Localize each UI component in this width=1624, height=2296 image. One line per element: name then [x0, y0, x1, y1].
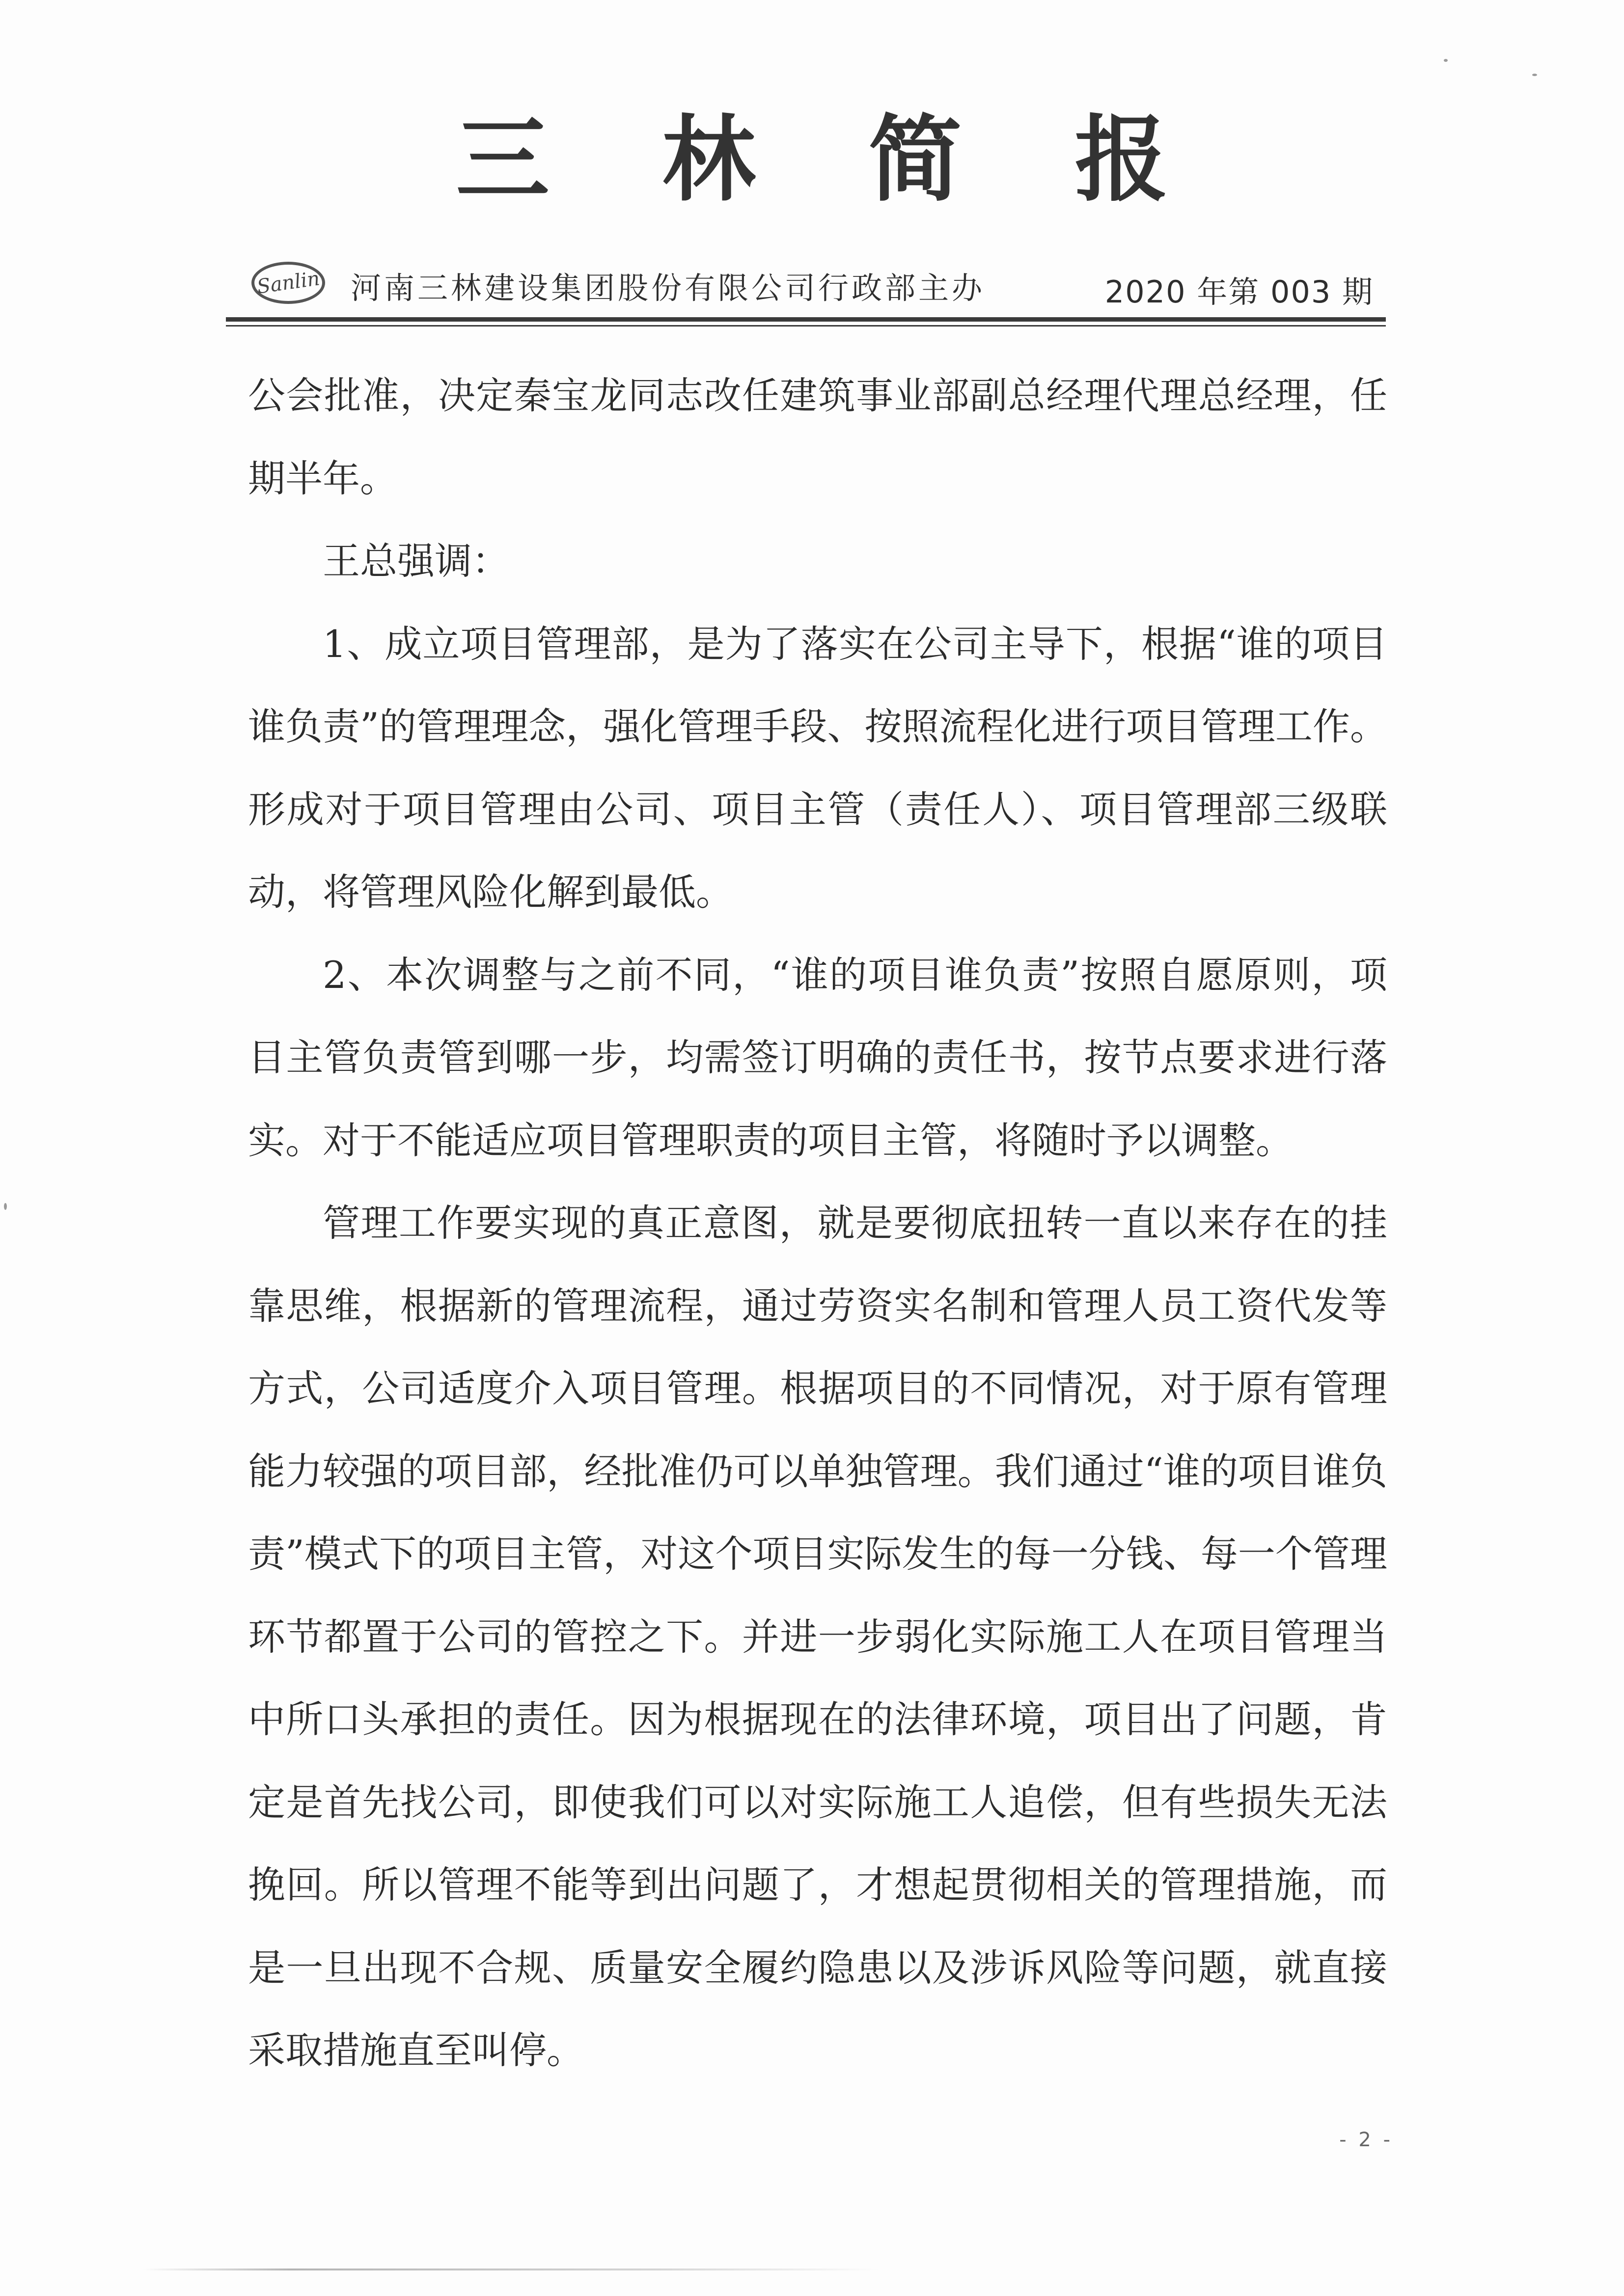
paragraph-continuation: 公会批准，决定秦宝龙同志改任建筑事业部副总经理代理总经理，任期半年。 [248, 374, 1387, 500]
scan-edge-mark [142, 2269, 879, 2270]
paragraph-management-intent: 管理工作要实现的真正意图，就是要彻底扭转一直以来存在的挂靠思维，根据新的管理流程，通过劳资实名制和管理人员工资代发等方式，公司适度介入项目管理。根据项目的不同情况，对于原有管理能力较强的项目部，经批准仍可以单独管理。我们通过“谁的项目谁负责”模式下的项目主管，对这个项目实际发生的每一分钱、每一个管理环节都置于公司的管控之下。并进一步弱化实际施工人在项目管理当中所口头承担的责任。因为根据现在的法律环境，项目出了问题，肯定是首先找公司，即使我们可以对实际施工人追偿，但有些损失无法挽回。所以管理不能等到出问题了，才想起贯彻相关的管理措施，而是一旦出现不合规、质量安全履约隐患以及涉诉风险等问题，就直接采取措施直至叫停。 [248, 1201, 1387, 2072]
paragraph-point-2: 2、本次调整与之前不同，“谁的项目谁负责”按照自愿原则，项目主管负责管到哪一步，均需签订明确的责任书，按节点要求进行落实。对于不能适应项目管理职责的项目主管，将随时予以调整。 [248, 953, 1387, 1162]
sponsor-line: 河南三林建设集团股份有限公司行政部主办 [351, 270, 986, 306]
paragraph-point-1: 1、成立项目管理部，是为了落实在公司主导下，根据“谁的项目谁负责”的管理理念，强化管理手段、按照流程化进行项目管理工作。形成对于项目管理由公司、项目主管（责任人）、项目管理部三级联动，将管理风险化解到最低。 [248, 622, 1387, 914]
masthead-title: 三林简报 [456, 105, 1281, 214]
header-rule-thin [226, 325, 1386, 327]
page-number: - 2 - [1339, 2129, 1393, 2151]
paragraph-emphasis-intro: 王总强调： [323, 539, 509, 583]
logo-text: Sanlin [255, 267, 321, 299]
scan-speck [1444, 59, 1448, 62]
scan-speck [1532, 74, 1537, 76]
scan-speck [4, 1203, 7, 1210]
company-logo [251, 262, 325, 304]
article-body [248, 355, 1387, 2092]
issue-number: 2020 年第 003 期 [1104, 274, 1374, 310]
header-rule-thick [226, 317, 1386, 322]
